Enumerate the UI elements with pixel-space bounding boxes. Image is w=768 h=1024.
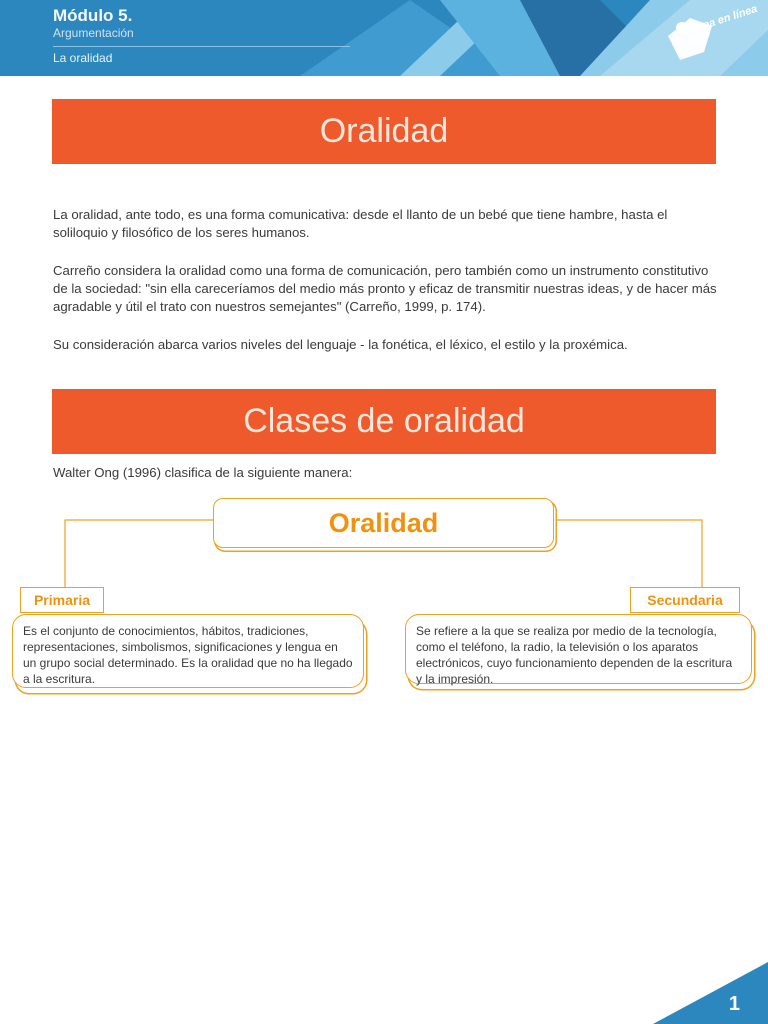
brand-text: Prepa en línea SEP [684, 2, 759, 48]
topic-label: La oralidad [53, 51, 113, 65]
paragraph-1: La oralidad, ante todo, es una forma comunicativa: desde el llanto de un bebé que tiene hambre, hasta el soliloquio y filosófico de los seres humanos. [53, 207, 668, 240]
header-titles [53, 6, 134, 40]
header-divider [53, 46, 350, 47]
section-title-oralidad: Oralidad [52, 99, 716, 164]
page-header [0, 0, 768, 76]
module-title: Módulo 5. [53, 6, 133, 25]
paragraph-3: Su consideración abarca varios niveles del lenguaje - la fonética, el léxico, el estilo y la proxémica. [53, 337, 628, 352]
desc-secundaria: Se refiere a la que se realiza por medio de la tecnología, como el teléfono, la radio, la televisión o los aparatos electrónicos, cuyo funcionamiento dependen de la escritura y la impresión. [405, 614, 752, 684]
section-title-clases: Clases de oralidad [52, 389, 716, 454]
diagram-root-oralidad: Oralidad [213, 498, 554, 548]
paragraph-2: Carreño considera la oralidad como una forma de comunicación, pero también como un instrumento constitutivo de la sociedad: "sin ella careceríamos del medio más pronto y eficaz de transmitir nuestras ideas, y de hacer más agradable y útil el trato con nuestros semejantes" (Carreño, 1999, p. 174). [53, 263, 717, 314]
oralidad-diagram [0, 490, 768, 710]
page-number: 1 [728, 993, 740, 1015]
clases-intro: Walter Ong (1996) clasifica de la siguiente manera: [53, 465, 353, 480]
label-secundaria: Secundaria [630, 587, 740, 613]
footer-corner-decoration [653, 962, 768, 1024]
desc-primaria: Es el conjunto de conocimientos, hábitos, tradiciones, representaciones, simbolismos, significaciones y lengua en un grupo social determinado. Es la oralidad que no ha llegado a la escritura. [12, 614, 364, 688]
label-primaria: Primaria [20, 587, 104, 613]
module-subtitle: Argumentación [53, 26, 134, 40]
